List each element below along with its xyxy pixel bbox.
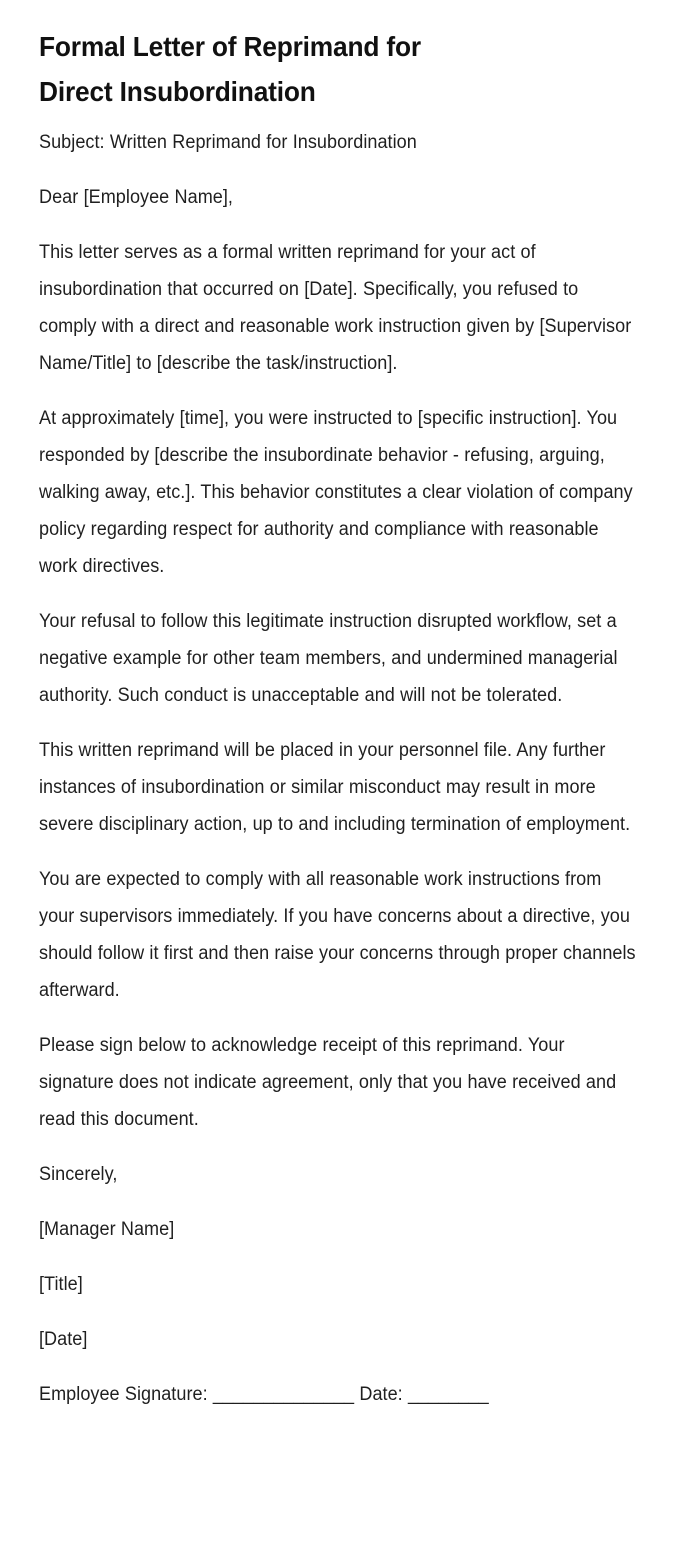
paragraph-body-2: At approximately [time], you were instructed to [specific instruction]. You responded by [describe the insubordinate behavior - refusing, arguing, walking away, etc.]. This behavior constitutes a clear violation of company policy regarding respect for authority and compliance with reasonable work directives.	[39, 408, 633, 577]
signer-name: [Manager Name]	[39, 1219, 175, 1240]
paragraph-body-4: This written reprimand will be placed in your personnel file. Any further instances of insubordination or similar misconduct may result in more severe disciplinary action, up to and including termination of employment.	[39, 740, 631, 835]
closing-salutation: Sincerely,	[39, 1164, 118, 1185]
paragraph-body-3: Your refusal to follow this legitimate instruction disrupted workflow, set a negative example for other team members, and undermined managerial authority. Such conduct is unacceptable and will not be tolerated.	[39, 611, 618, 706]
paragraph-body-5: You are expected to comply with all reasonable work instructions from your supervisors immediately. If you have concerns about a directive, you should follow it first and then raise your concerns through proper channels afterward.	[39, 869, 636, 1001]
salutation: Dear [Employee Name],	[39, 187, 233, 208]
employee-signature-line: Employee Signature: ______________ Date: ________	[39, 1384, 489, 1405]
signer-date: [Date]	[39, 1329, 88, 1350]
paragraph-body-1: This letter serves as a formal written reprimand for your act of insubordination that occurred on [Date]. Specifically, you refused to comply with a direct and reasonable work instruction given by [Supervisor Name/Title] to [describe the task/instruction].	[39, 242, 632, 374]
letter-content	[39, 114, 639, 1413]
document-body	[39, 0, 639, 1413]
subject-line: Subject: Written Reprimand for Insubordination	[39, 132, 417, 153]
signer-title: [Title]	[39, 1274, 83, 1295]
page-title: Formal Letter of Reprimand for Direct Insubordination	[39, 31, 421, 107]
paragraph-body-6: Please sign below to acknowledge receipt of this reprimand. Your signature does not indicate agreement, only that you have received and read this document.	[39, 1035, 617, 1130]
